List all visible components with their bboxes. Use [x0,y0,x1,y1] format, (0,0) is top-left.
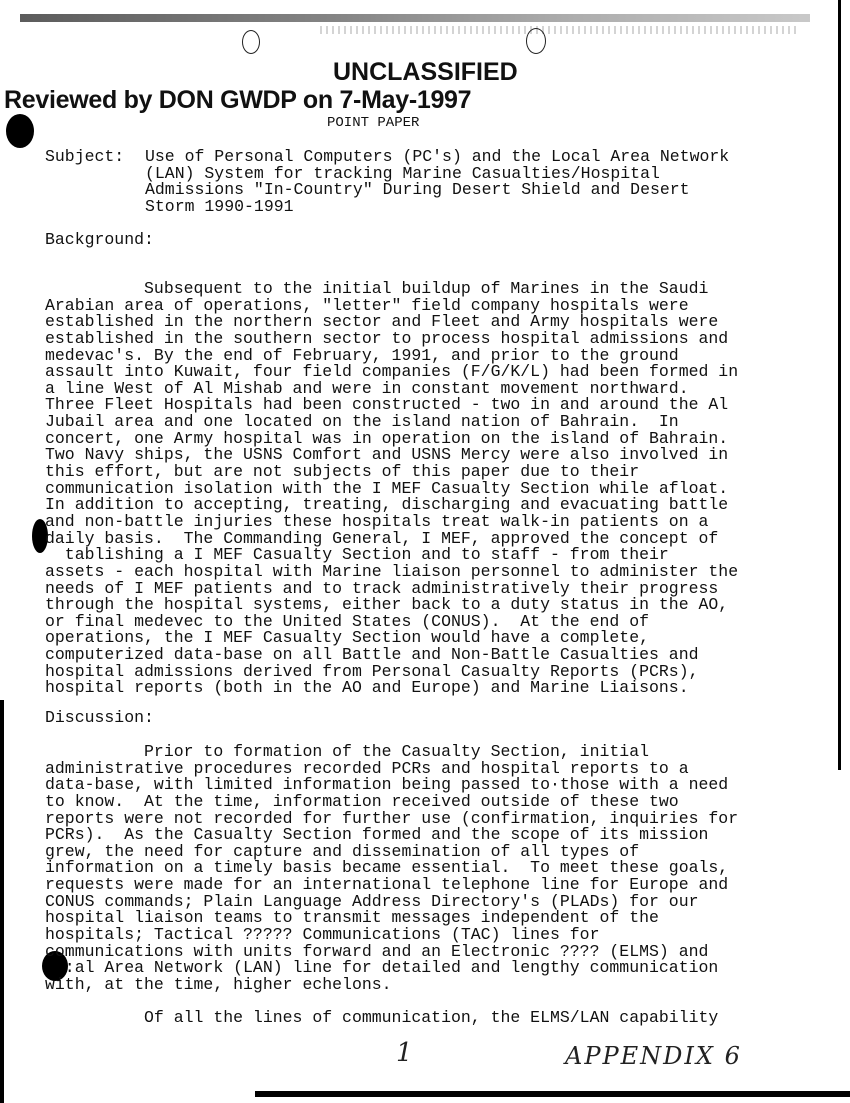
discussion-line: information on a timely basis became essential. To meet these goals, [45,858,729,878]
punch-hole [242,30,260,54]
background-line: assets - each hospital with Marine liaison personnel to administer the [45,561,739,581]
background-line: daily basis. The Commanding General, I MEF, approved the concept of [45,528,719,548]
background-line: medevac's. By the end of February, 1991, and prior to the ground [45,345,679,365]
background-line: through the hospital systems, either back to a duty status in the AO, [45,595,729,615]
review-stamp: Reviewed by DON GWDP on 7-May-1997 [4,86,472,114]
discussion-heading: Discussion: [45,708,154,727]
discussion-line: requests were made for an international telephone line for Europe and [45,875,729,895]
subject-line: (LAN) System for tracking Marine Casualties/Hospital [145,163,660,183]
scan-noise-band [20,14,810,22]
discussion-line: hospital liaison teams to transmit messages independent of the [45,908,659,928]
background-line: or final medevec to the United States (CONUS). At the end of [45,611,649,631]
background-line: needs of I MEF patients and to track administratively their progress [45,578,719,598]
background-line: hospital reports (both in the AO and Europe) and Marine Liaisons. [45,678,689,698]
background-line: Two Navy ships, the USNS Comfort and USNS Mercy were also involved in [45,445,729,465]
background-line: computerized data-base on all Battle and Non-Battle Casualties and [45,645,699,665]
background-line: Three Fleet Hospitals had been constructed - two in and around the Al [45,395,729,415]
classification-marking: UNCLASSIFIED [333,58,518,86]
discussion-line: hospitals; Tactical ????? Communications (TAC) lines for [45,925,600,945]
background-line: a line West of Al Mishab and were in constant movement northward. [45,378,689,398]
background-line: established in the southern sector to process hospital admissions and [45,328,729,348]
document-type: POINT PAPER [327,115,420,131]
background-line: Arabian area of operations, "letter" field company hospitals were [45,295,689,315]
background-line: Jubail area and one located on the island nation of Bahrain. In [45,412,679,432]
discussion-line: PCRs). As the Casualty Section formed and the scope of its mission [45,825,709,845]
background-line: In addition to accepting, treating, discharging and evacuating battle [45,495,729,515]
discussion-line: CONUS commands; Plain Language Address Directory's (PLADs) for our [45,891,699,911]
subject-text [145,149,729,216]
discussion-line: administrative procedures recorded PCRs and hospital reports to a [45,758,689,778]
subject-line: Use of Personal Computers (PC's) and the Local Area Network [145,147,730,166]
punch-hole [526,28,546,54]
discussion-paragraph [45,744,738,994]
background-line: and non-battle injuries these hospitals treat walk-in patients on a [45,511,709,531]
discussion-line: Prior to formation of the Casualty Section, initial [45,742,649,761]
discussion-line: data-base, with limited information being passed to·those with a need [45,775,729,795]
binder-hole-mark [6,114,34,148]
left-edge-line [0,700,4,1103]
right-edge-line [838,0,841,770]
subject-label: Subject: [45,147,125,166]
background-line: this effort, but are not subjects of this paper due to their [45,462,640,482]
subject-line: Admissions "In-Country" During Desert Shield and Desert [145,180,690,200]
background-heading: Background: [45,230,154,249]
subject-line: Storm 1990-1991 [145,196,294,216]
bottom-edge-line [255,1091,850,1097]
background-line: assault into Kuwait, four field companies (F/G/K/L) had been formed in [45,362,739,382]
background-line: communication isolation with the I MEF Casualty Section while afloat. [45,478,729,498]
discussion-line: with, at the time, higher echelons. [45,974,392,994]
scan-noise-band-2 [320,26,800,34]
page-number: 1 [396,1038,413,1068]
background-line: operations, the I MEF Casualty Section would have a complete, [45,628,649,648]
discussion-line: communications with units forward and an Electronic ???? (ELMS) and [45,941,709,961]
discussion-line: reports were not recorded for further use (confirmation, inquiries for [45,808,739,828]
background-line: established in the northern sector and Fleet and Army hospitals were [45,312,719,332]
background-line: tablishing a I MEF Casualty Section and to staff - from their [45,545,669,565]
discussion-line: grew, the need for capture and dissemination of all types of [45,841,640,861]
background-line: Subsequent to the initial buildup of Marines in the Saudi [45,279,709,298]
background-line: concert, one Army hospital was in operation on the island of Bahrain. [45,428,729,448]
discussion-continuation: Of all the lines of communication, the ELMS/LAN capability [45,1008,719,1027]
background-paragraph [45,281,738,697]
discussion-line: :al Area Network (LAN) line for detailed and lengthy communication [45,958,719,978]
appendix-handwritten-note: APPENDIX 6 [565,1042,742,1070]
background-line: hospital admissions derived from Personal Casualty Reports (PCRs), [45,661,699,681]
discussion-line: to know. At the time, information received outside of these two [45,791,679,811]
